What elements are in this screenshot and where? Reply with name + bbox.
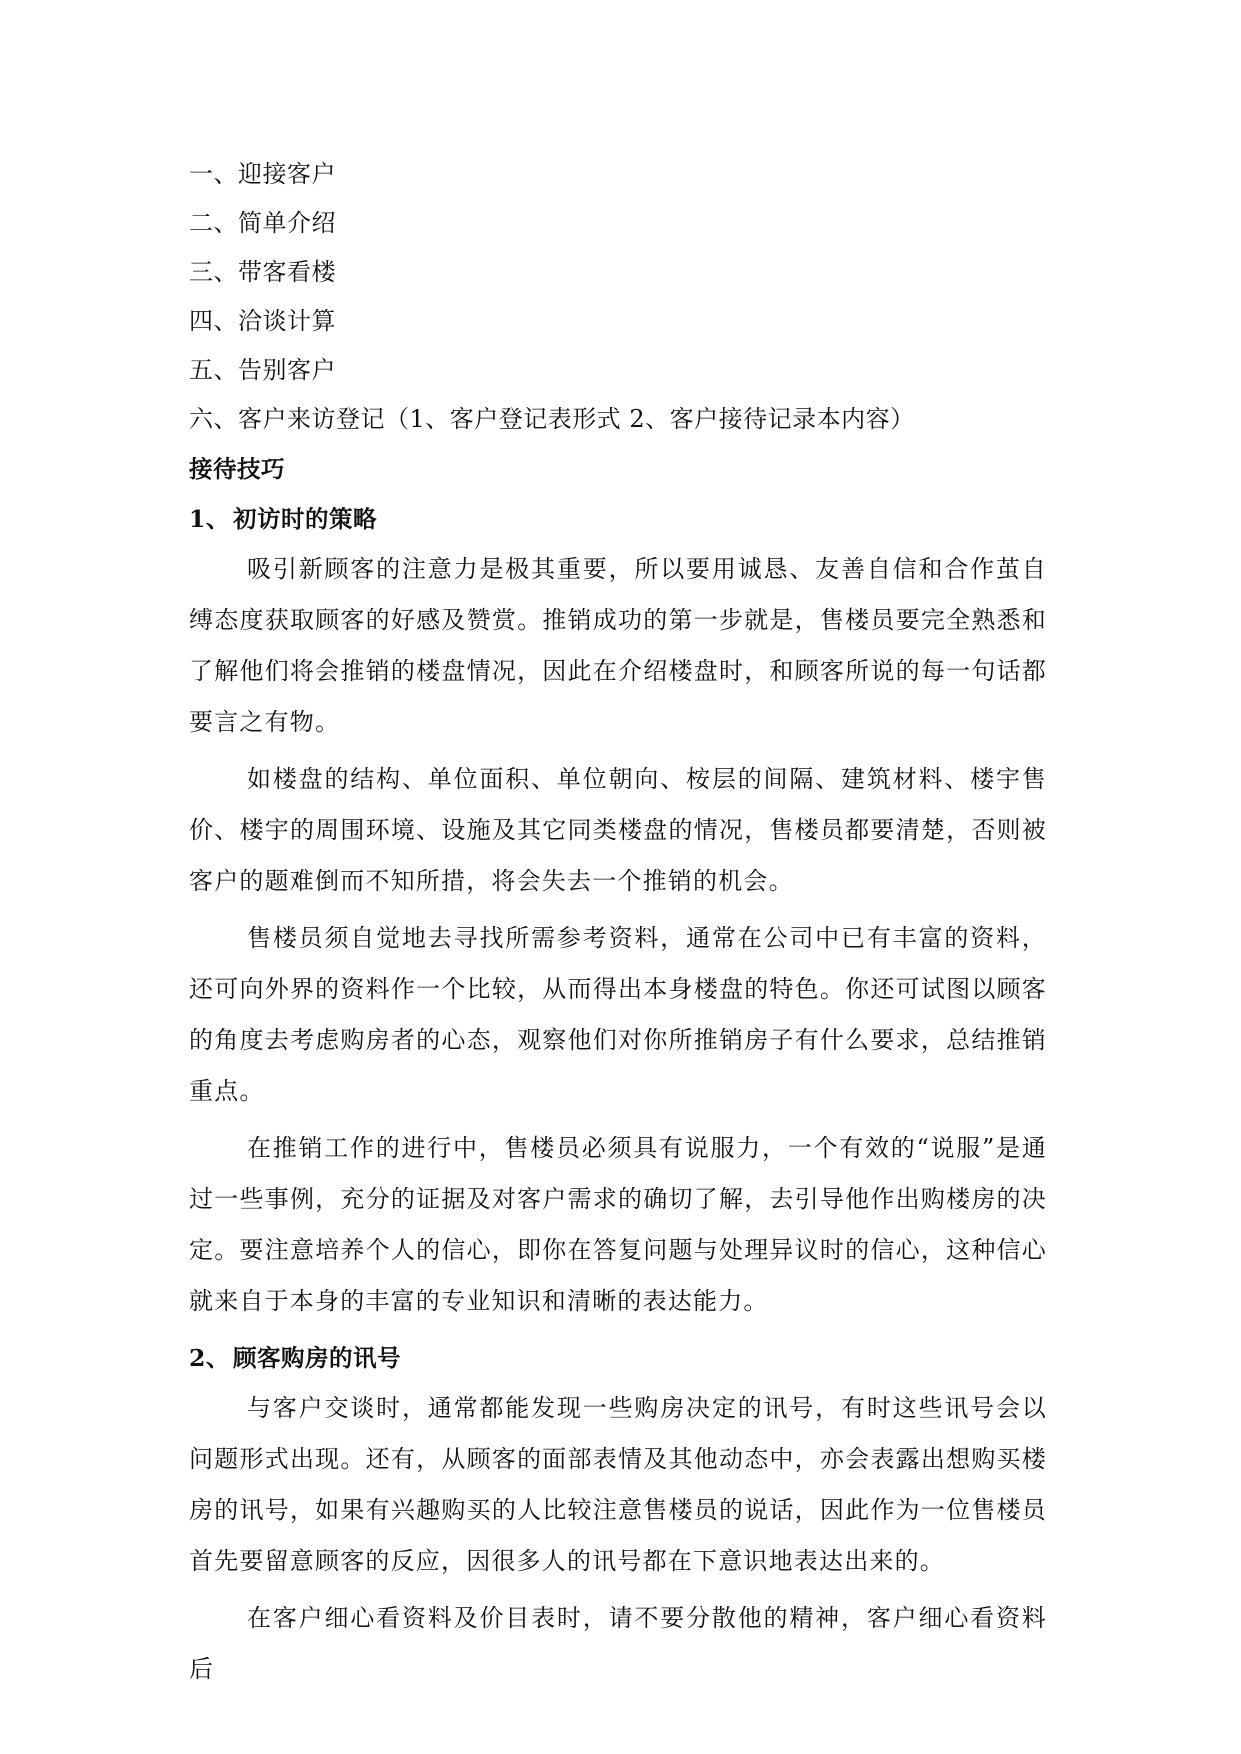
outline-item-1: 一、迎接客户 xyxy=(189,160,336,188)
document-body xyxy=(189,150,1047,1701)
section-2-title: 顾客购房的讯号 xyxy=(233,1344,401,1372)
section-1-paragraph-3: 售楼员须自觉地去寻找所需参考资料，通常在公司中已有丰富的资料，还可向外界的资料作一个比较，从而得出本身楼盘的特色。你还可试图以顾客的角度去考虑购房者的心态，观察他们对你所推销房子有什么要求，总结推销重点。 xyxy=(189,924,1047,1105)
section-1-paragraph-2: 如楼盘的结构、单位面积、单位朝向、桉层的间隔、建筑材料、楼宇售价、楼宇的周围环境、设施及其它同类楼盘的情况，售楼员都要清楚，否则被客户的题难倒而不知所措，将会失去一个推销的机会。 xyxy=(189,765,1047,895)
section-1-paragraph-1: 吸引新顾客的注意力是极其重要，所以要用诚恳、友善自信和合作茧自缚态度获取顾客的好感及赞赏。推销成功的第一步就是，售楼员要完全熟悉和了解他们将会推销的楼盘情况，因此在介绍楼盘时，和顾客所说的每一句话都要言之有物。 xyxy=(189,555,1047,736)
outline-item-4: 四、洽谈计算 xyxy=(189,307,336,335)
outline-item-5: 五、告别客户 xyxy=(189,356,336,384)
section-2-heading xyxy=(189,1333,1047,1383)
section-2-number: 2、 xyxy=(189,1344,230,1372)
section-1-heading xyxy=(189,494,1047,544)
section-title: 接待技巧 xyxy=(189,455,285,483)
outline-item-3: 三、带客看楼 xyxy=(189,258,336,286)
section-2-paragraph-1: 与客户交谈时，通常都能发现一些购房决定的讯号，有时这些讯号会以问题形式出现。还有，从顾客的面部表情及其他动态中，亦会表露出想购买楼房的讯号，如果有兴趣购买的人比较注意售楼员的说话，因此作为一位售楼员首先要留意顾客的反应，因很多人的讯号都在下意识地表达出来的。 xyxy=(189,1394,1047,1575)
outline-item-6: 六、客户来访登记（1、客户登记表形式 2、客户接待记录本内容） xyxy=(189,405,915,433)
section-2-paragraph-2: 在客户细心看资料及价目表时，请不要分散他的精神，客户细心看资料后 xyxy=(189,1604,1047,1683)
section-1-title: 初访时的策略 xyxy=(233,505,377,533)
section-1-paragraph-4: 在推销工作的进行中，售楼员必须具有说服力，一个有效的“说服”是通过一些事例，充分的证据及对客户需求的确切了解，去引导他作出购楼房的决定。要注意培养个人的信心，即你在答复问题与处理异议时的信心，这种信心就来自于本身的丰富的专业知识和清晰的表达能力。 xyxy=(189,1134,1047,1315)
section-1-number: 1、 xyxy=(189,505,230,533)
outline-item-2: 二、简单介绍 xyxy=(189,209,336,237)
